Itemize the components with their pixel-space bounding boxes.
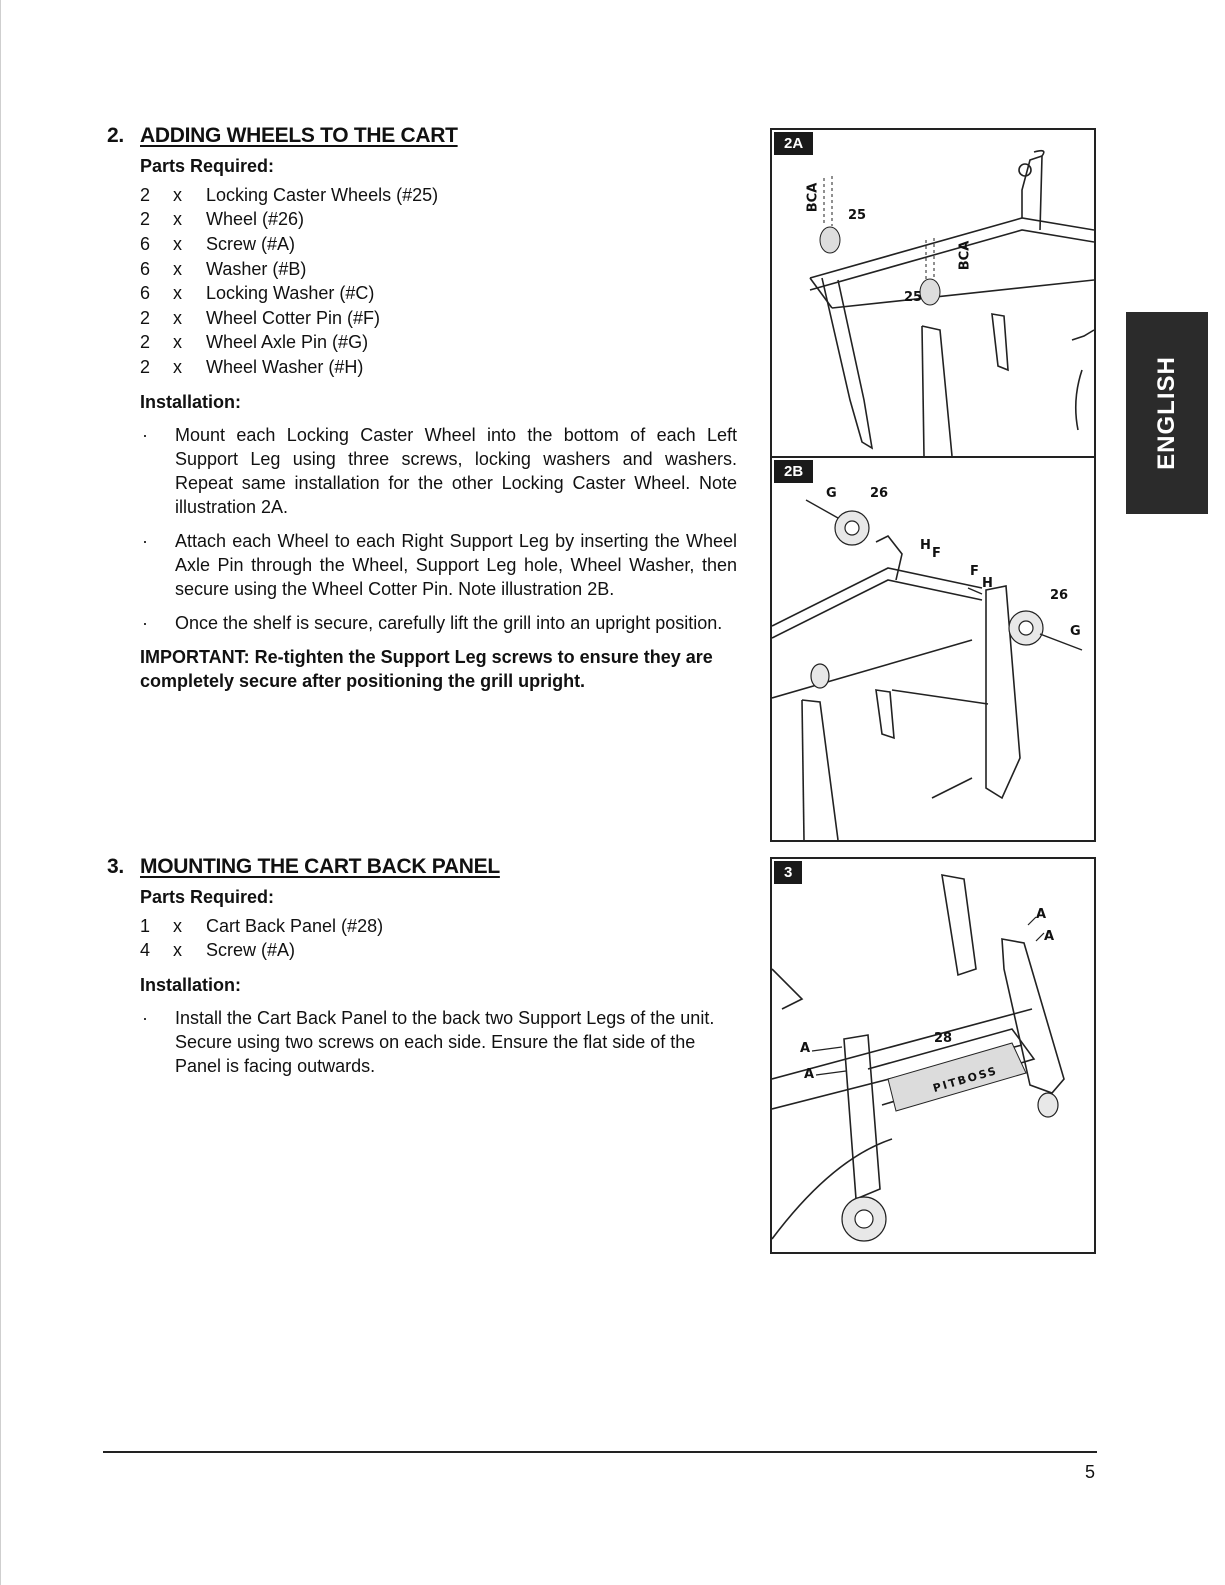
language-tab-label: ENGLISH xyxy=(1153,356,1180,470)
part-label: A xyxy=(1036,907,1047,922)
part-label: H xyxy=(982,576,993,591)
part-name: Cart Back Panel (#28) xyxy=(206,915,384,936)
part-qty: 2 xyxy=(140,307,151,328)
part-label: G xyxy=(1070,624,1081,639)
footer-divider xyxy=(103,1451,1097,1453)
installation-steps xyxy=(140,423,737,635)
part-qty: 2 xyxy=(140,332,151,353)
section-number: 3. xyxy=(107,855,124,878)
part-label: F xyxy=(932,546,941,561)
section-cart-back-panel xyxy=(107,855,737,1078)
cart-leg-caster-drawing xyxy=(772,130,1094,456)
step-text: Mount each Locking Caster Wheel into the bottom of each Left Support Leg using three screws, locking washers and washers. Repeat same installation for the other Locking Caster Wheel. Note illustration 2A. xyxy=(175,424,737,517)
part-x: x xyxy=(173,233,182,254)
part-label: F xyxy=(970,564,979,579)
section-title: MOUNTING THE CART BACK PANEL xyxy=(140,855,500,878)
part-label: 26 xyxy=(870,486,889,501)
part-label: 28 xyxy=(934,1031,953,1046)
part-name: Locking Caster Wheels (#25) xyxy=(206,184,439,205)
illustration-2a xyxy=(770,128,1096,458)
part-qty: 2 xyxy=(140,356,151,377)
installation-heading: Installation: xyxy=(140,391,242,412)
part-qty: 4 xyxy=(140,940,151,961)
important-note: IMPORTANT: Re-tighten the Support Leg screws to ensure they are completely secure after positioning the grill upright. xyxy=(140,646,713,691)
part-row xyxy=(140,257,737,282)
figure-tag: 3 xyxy=(774,861,802,884)
part-row xyxy=(140,331,737,356)
part-name: Wheel Axle Pin (#G) xyxy=(206,332,369,353)
section-number: 2. xyxy=(107,124,124,147)
illustration-2b xyxy=(770,456,1096,842)
parts-list xyxy=(140,914,737,963)
page-number: 5 xyxy=(1085,1462,1096,1482)
part-x: x xyxy=(173,332,182,353)
part-label: A xyxy=(800,1041,811,1056)
section-adding-wheels xyxy=(107,124,737,693)
part-name: Washer (#B) xyxy=(206,258,307,279)
part-qty: 2 xyxy=(140,209,151,230)
part-x: x xyxy=(173,356,182,377)
parts-required-heading: Parts Required: xyxy=(140,156,275,176)
scan-edge-line xyxy=(0,0,1,1585)
part-row xyxy=(140,939,737,964)
part-label: G xyxy=(826,486,837,501)
part-row xyxy=(140,232,737,257)
step-text: Attach each Wheel to each Right Support Leg by inserting the Wheel Axle Pin through the Wheel, Support Leg hole, Wheel Washer, then secure using the Wheel Cotter Pin. Note illustration 2B. xyxy=(175,530,737,599)
part-name: Screw (#A) xyxy=(206,233,296,254)
install-step xyxy=(140,611,737,635)
part-row xyxy=(140,306,737,331)
step-text: Install the Cart Back Panel to the back two Support Legs of the unit. Secure using two screws on each side. Ensure the flat side of the Panel is facing outwards. xyxy=(175,1008,715,1077)
parts-required-heading: Parts Required: xyxy=(140,887,275,907)
part-label: A xyxy=(1044,929,1055,944)
part-name: Wheel Washer (#H) xyxy=(206,356,364,377)
figure-tag: 2A xyxy=(774,132,813,155)
install-step xyxy=(140,423,737,519)
part-name: Screw (#A) xyxy=(206,940,296,961)
section-heading xyxy=(107,124,737,148)
installation-steps xyxy=(140,1006,737,1078)
step-text: Once the shelf is secure, carefully lift the grill into an upright position. xyxy=(175,612,723,633)
part-row xyxy=(140,183,737,208)
illustration-3 xyxy=(770,857,1096,1254)
part-name: Wheel Cotter Pin (#F) xyxy=(206,307,381,328)
part-label: BCA xyxy=(805,182,821,213)
part-x: x xyxy=(173,258,182,279)
bullet-mark: · xyxy=(142,1008,148,1029)
part-label: 26 xyxy=(1050,588,1069,603)
brand-logo: PITBOSS xyxy=(931,1064,1000,1095)
bullet-mark: · xyxy=(142,612,148,633)
part-row xyxy=(140,914,737,939)
section-heading xyxy=(107,855,737,879)
section-title: ADDING WHEELS TO THE CART xyxy=(140,124,458,147)
part-x: x xyxy=(173,307,182,328)
part-qty: 2 xyxy=(140,184,151,205)
part-x: x xyxy=(173,283,182,304)
part-x: x xyxy=(173,184,182,205)
part-qty: 1 xyxy=(140,915,151,936)
part-x: x xyxy=(173,915,182,936)
part-label: H xyxy=(920,538,931,553)
installation-heading: Installation: xyxy=(140,975,242,996)
part-qty: 6 xyxy=(140,283,151,304)
language-tab xyxy=(1126,312,1208,514)
parts-list xyxy=(140,183,737,380)
part-qty: 6 xyxy=(140,258,151,279)
install-step xyxy=(140,529,737,601)
part-label: BCA xyxy=(957,240,973,271)
part-name: Wheel (#26) xyxy=(206,209,305,230)
install-step xyxy=(140,1006,737,1078)
bullet-mark: · xyxy=(142,424,148,445)
figure-tag: 2B xyxy=(774,460,813,483)
part-name: Locking Washer (#C) xyxy=(206,283,375,304)
part-row xyxy=(140,208,737,233)
part-row xyxy=(140,281,737,306)
part-label: 25 xyxy=(904,290,923,305)
part-x: x xyxy=(173,940,182,961)
part-qty: 6 xyxy=(140,233,151,254)
part-row xyxy=(140,355,737,380)
part-label: A xyxy=(804,1067,815,1082)
cart-wheel-drawing xyxy=(772,458,1094,840)
part-label: 25 xyxy=(848,208,867,223)
bullet-mark: · xyxy=(142,530,148,551)
part-x: x xyxy=(173,209,182,230)
